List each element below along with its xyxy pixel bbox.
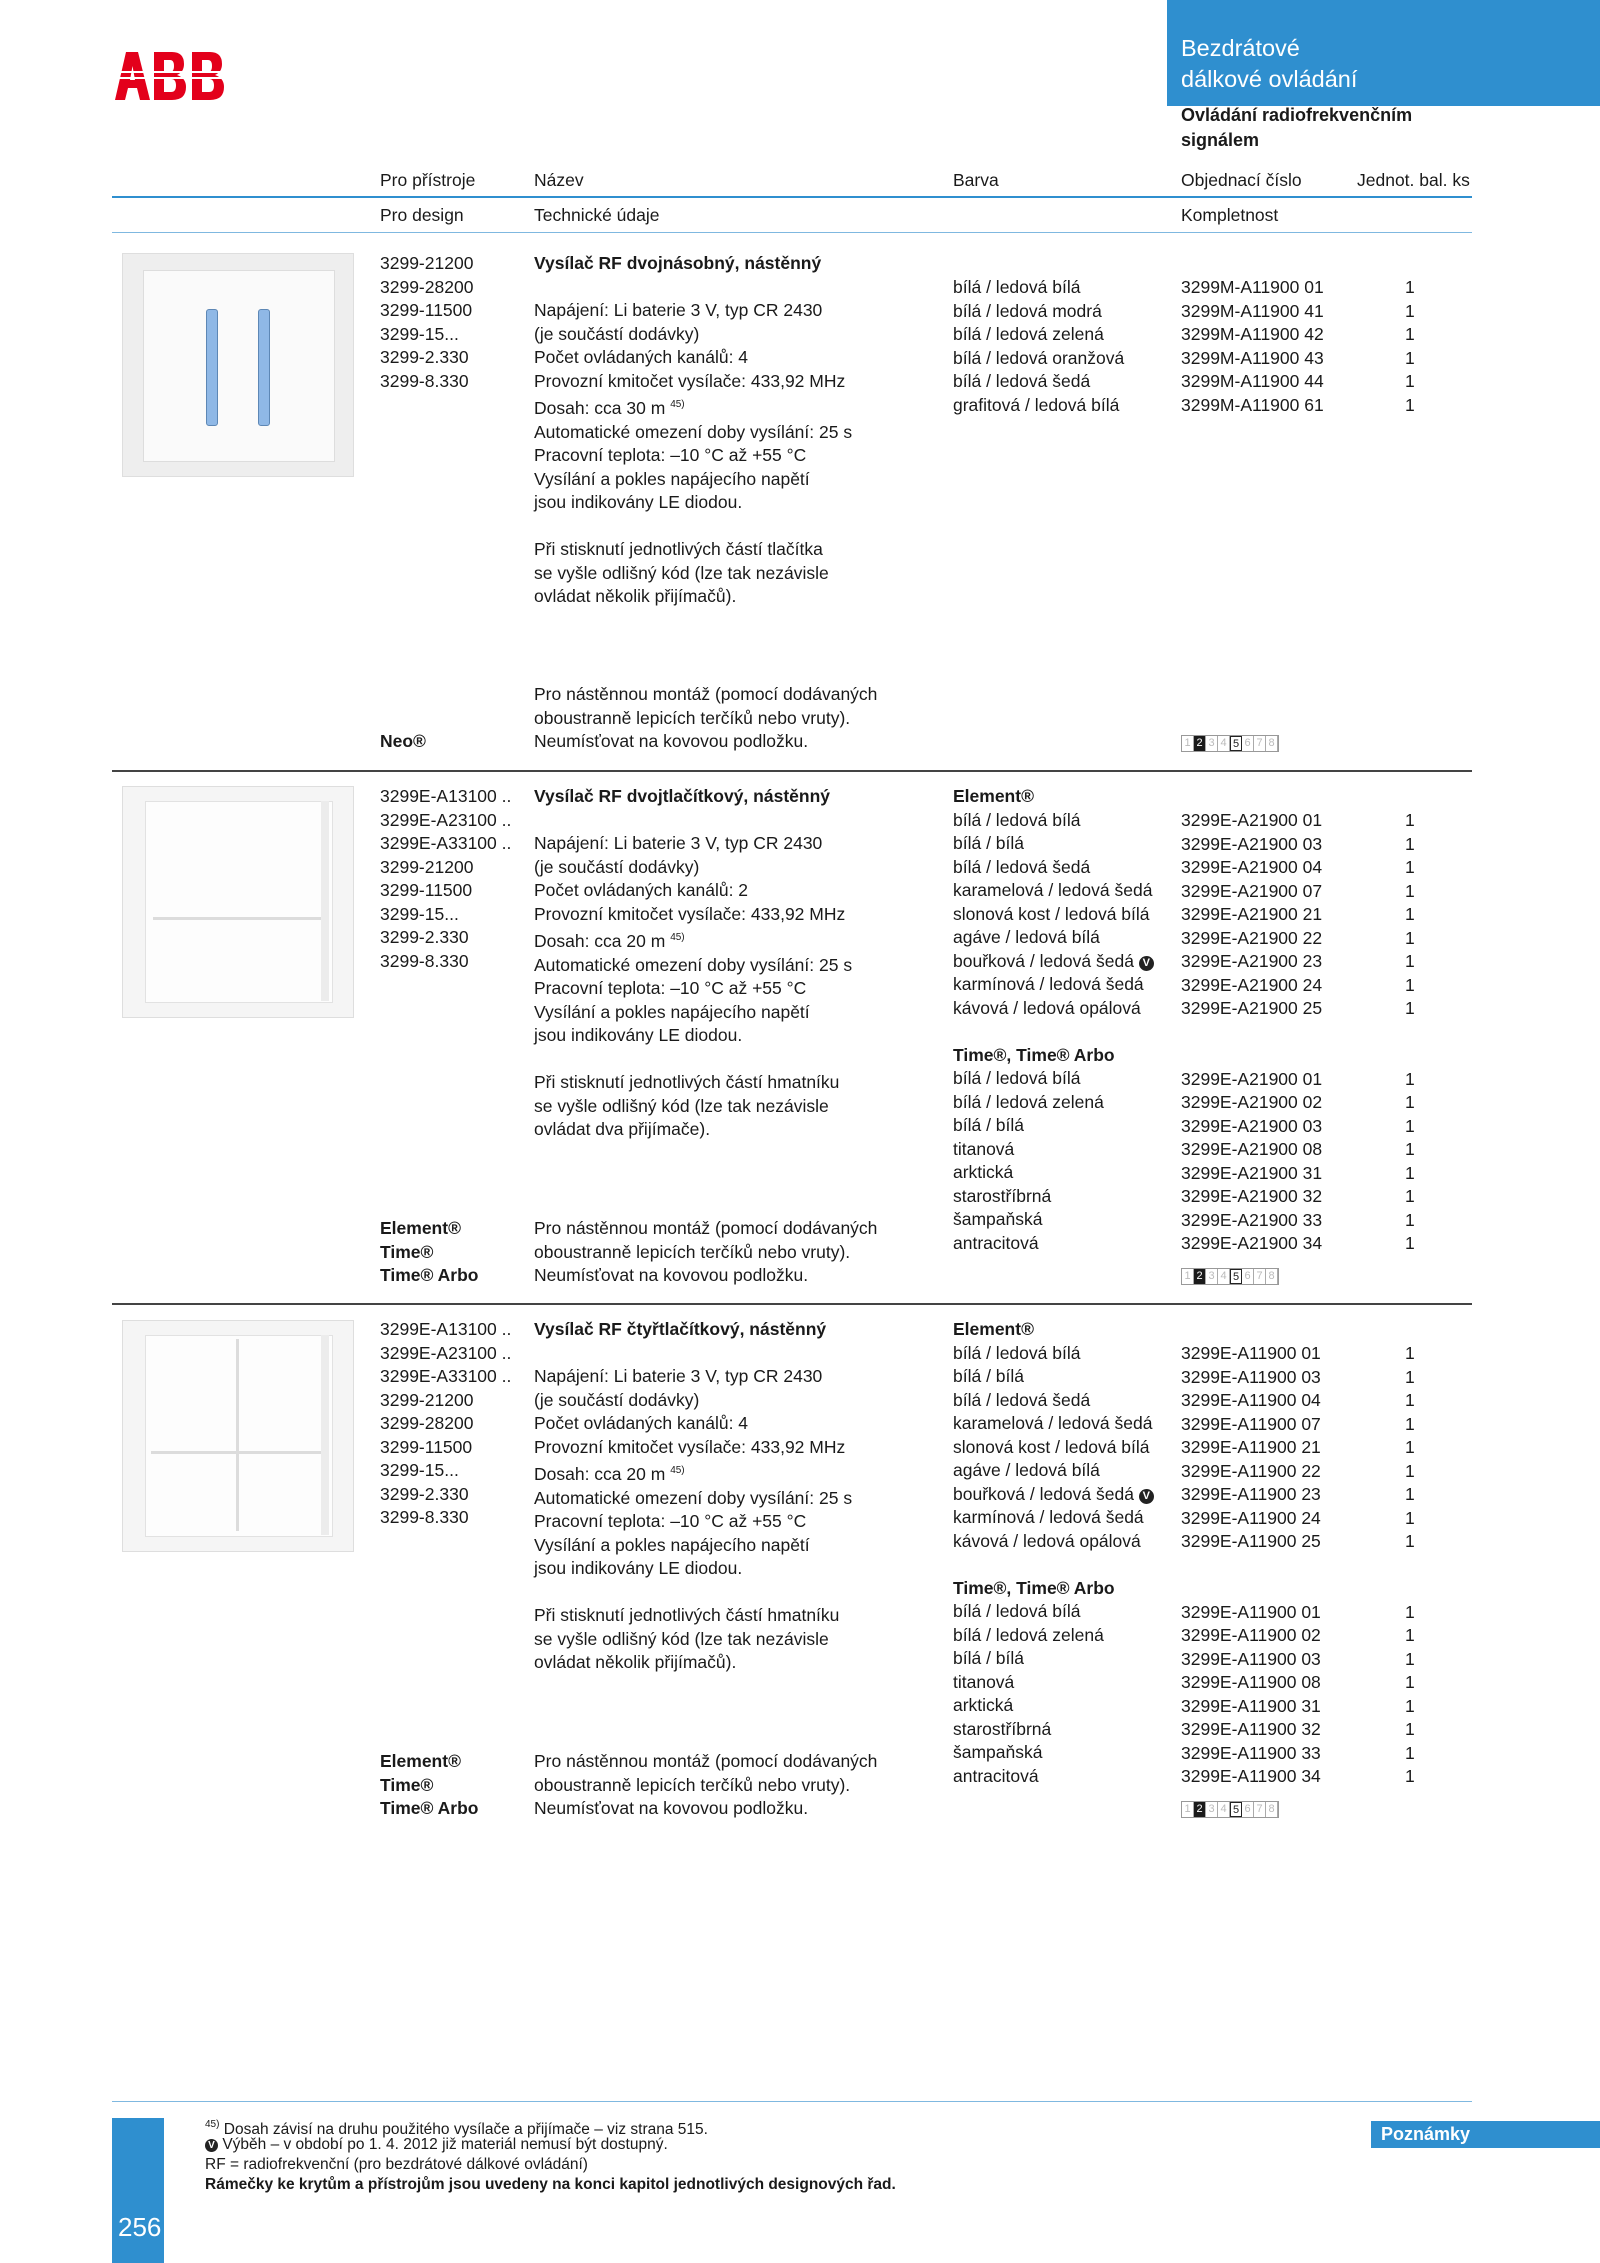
design-name: Time® Arbo <box>380 1265 479 1285</box>
spec-line: Automatické omezení doby vysílání: 25 s <box>534 954 853 975</box>
product-name: Vysílač RF dvojnásobný, nástěnný <box>534 253 822 273</box>
note-line: Při stisknutí jednotlivých částí tlačítka <box>534 539 823 559</box>
order-code: 3299E-A21900 01 <box>1181 1068 1323 1089</box>
color-option: bílá / bílá <box>953 1366 1025 1386</box>
spec-line: Pracovní teplota: –10 °C až +55 °C <box>534 1511 807 1531</box>
subheader-rule <box>112 232 1472 233</box>
color-option: karamelová / ledová šedá <box>953 1413 1153 1433</box>
completeness-bar: 1 2 3 4 5 6 7 8 <box>1181 1801 1279 1818</box>
color-option: bílá / ledová bílá <box>953 1601 1081 1621</box>
header-rule <box>112 196 1472 198</box>
device-code: 3299-8.330 <box>380 370 469 391</box>
color-option: agáve / ledová bílá <box>953 927 1100 947</box>
spec-line: Počet ovládaných kanálů: 4 <box>534 347 749 367</box>
spec-line: Automatické omezení doby vysílání: 25 s <box>534 421 853 442</box>
order-code: 3299E-A11900 03 <box>1181 1648 1321 1669</box>
spec-line: Vysílání a pokles napájecího napětí <box>534 1001 810 1022</box>
col-header-color: Barva <box>953 170 999 190</box>
note-line: ovládat dva přijímače). <box>534 1119 711 1139</box>
color-option: antracitová <box>953 1232 1039 1253</box>
order-code: 3299E-A21900 03 <box>1181 833 1323 854</box>
order-code: 3299E-A11900 34 <box>1181 1766 1321 1786</box>
spec-line: Automatické omezení doby vysílání: 25 s <box>534 1487 853 1508</box>
color-option: bílá / ledová bílá <box>953 1068 1081 1088</box>
color-option: karmínová / ledová šedá <box>953 1507 1144 1527</box>
color-group-title: Element® <box>953 1319 1034 1339</box>
color-option: arktická <box>953 1162 1014 1182</box>
block-divider <box>112 1303 1472 1305</box>
order-code: 3299E-A21900 03 <box>1181 1115 1323 1136</box>
color-option: bílá / ledová šedá <box>953 371 1091 391</box>
block3-codes <box>1181 1342 1321 1789</box>
order-code: 3299E-A21900 25 <box>1181 998 1323 1018</box>
block3-specs <box>534 1318 852 1675</box>
order-code: 3299E-A21900 22 <box>1181 927 1323 948</box>
block2-colors <box>953 785 1154 1255</box>
device-code: 3299E-A23100 .. <box>380 1342 512 1363</box>
footnote-frames: Rámečky ke krytům a přístrojům jsou uvedeny na konci kapitol jednotlivých designových řad. <box>205 2176 896 2193</box>
note-line: ovládat několik přijímačů). <box>534 586 737 606</box>
device-code: 3299-11500 <box>380 1436 473 1457</box>
spec-line: (je součástí dodávky) <box>534 856 700 877</box>
block2-codes <box>1181 809 1322 1256</box>
color-option: bílá / bílá <box>953 833 1025 853</box>
device-code: 3299-11500 <box>380 300 473 320</box>
order-code: 3299E-A21900 01 <box>1181 810 1323 830</box>
order-code: 3299M-A11900 61 <box>1181 394 1324 415</box>
pack-qty: 1 <box>1405 347 1415 368</box>
color-option: arktická <box>953 1695 1014 1715</box>
product-image-element-4button <box>122 1320 354 1552</box>
color-group-title: Element® <box>953 786 1034 806</box>
note-line: se vyšle odlišný kód (lze tak nezávisle <box>534 1095 829 1116</box>
color-group-title: Time®, Time® Arbo <box>953 1577 1115 1598</box>
order-code: 3299E-A21900 33 <box>1181 1209 1323 1230</box>
col-header-name: Název <box>534 170 584 190</box>
spec-line: Dosah: cca 20 m $^{45)}$ <box>534 931 685 951</box>
device-code: 3299-21200 <box>380 253 474 273</box>
order-code: 3299E-A11900 32 <box>1181 1719 1321 1739</box>
product-image-neo-double <box>122 253 354 477</box>
note-line: Pro nástěnnou montáž (pomocí dodávaných <box>534 1218 878 1238</box>
device-code: 3299-15... <box>380 903 459 924</box>
design-name: Time® <box>380 1774 434 1795</box>
order-code: 3299E-A11900 07 <box>1181 1413 1321 1434</box>
spec-line: jsou indikovány LE diodou. <box>534 1025 743 1045</box>
color-option: šampaňská <box>953 1209 1043 1229</box>
spec-line: Dosah: cca 20 m $^{45)}$ <box>534 1464 685 1484</box>
note-line: Pro nástěnnou montáž (pomocí dodávaných <box>534 684 878 704</box>
discontinued-icon: V <box>205 2139 218 2152</box>
notes-label: Poznámky <box>1371 2121 1600 2148</box>
block3-qty: 1 1 1 1 1 1 1 1 1 1 1 1 1 1 1 1 1 <box>1405 1343 1415 1786</box>
device-code: 3299-11500 <box>380 880 473 900</box>
col-header-order: Objednací číslo <box>1181 170 1302 190</box>
block2-specs <box>534 785 852 1142</box>
device-code: 3299-2.330 <box>380 1483 469 1504</box>
completeness-bar: 1 2 3 4 5 6 7 8 <box>1181 735 1279 752</box>
order-code: 3299E-A11900 33 <box>1181 1742 1321 1763</box>
note-line: Neumísťovat na kovovou podložku. <box>534 1798 809 1818</box>
color-option: šampaňská <box>953 1742 1043 1762</box>
spec-line: Vysílání a pokles napájecího napětí <box>534 1534 810 1555</box>
design-name: Time® <box>380 1241 434 1262</box>
footnote-rf: RF = radiofrekvenční (pro bezdrátové dálkové ovládání) <box>205 2156 588 2173</box>
pack-qty: 1 <box>1405 300 1415 321</box>
device-code: 3299-8.330 <box>380 1507 469 1527</box>
note-line: se vyšle odlišný kód (lze tak nezávisle <box>534 1628 829 1649</box>
block-divider <box>112 770 1472 772</box>
color-option: slonová kost / ledová bílá <box>953 903 1150 924</box>
block1-devices <box>380 252 473 393</box>
color-option: bílá / ledová zelená <box>953 1624 1104 1645</box>
device-code: 3299-28200 <box>380 1413 474 1433</box>
spec-line: jsou indikovány LE diodou. <box>534 1558 743 1578</box>
chapter-title-box <box>1167 0 1600 106</box>
color-option: bouřková / ledová šedá V <box>953 1483 1154 1507</box>
order-code: 3299E-A21900 04 <box>1181 857 1323 877</box>
col-header-specs: Technické údaje <box>534 205 660 225</box>
note-line: Při stisknutí jednotlivých částí hmatníku <box>534 1605 840 1625</box>
product-name: Vysílač RF dvojtlačítkový, nástěnný <box>534 786 830 806</box>
order-code: 3299E-A21900 31 <box>1181 1162 1323 1183</box>
device-code: 3299-28200 <box>380 276 474 297</box>
color-option: bílá / ledová zelená <box>953 324 1104 344</box>
order-code: 3299E-A11900 23 <box>1181 1484 1321 1504</box>
order-code: 3299E-A11900 08 <box>1181 1672 1321 1692</box>
design-name: Time® Arbo <box>380 1798 479 1818</box>
color-option: kávová / ledová opálová <box>953 997 1141 1018</box>
page-number: 256 <box>118 2212 162 2242</box>
page-number-bar <box>112 2118 164 2263</box>
order-code: 3299E-A11900 25 <box>1181 1531 1321 1551</box>
color-option: bouřková / ledová šedá V <box>953 950 1154 974</box>
discontinued-icon: V <box>1139 1489 1154 1504</box>
note-line: Při stisknutí jednotlivých částí hmatníku <box>534 1072 840 1092</box>
color-option: bílá / ledová bílá <box>953 809 1081 830</box>
device-code: 3299-15... <box>380 1460 459 1480</box>
color-option: titanová <box>953 1671 1015 1692</box>
device-code: 3299-2.330 <box>380 927 469 947</box>
color-option: bílá / bílá <box>953 1115 1025 1135</box>
spec-line: Provozní kmitočet vysílače: 433,92 MHz <box>534 370 846 391</box>
device-code: 3299-8.330 <box>380 950 469 971</box>
color-option: bílá / ledová zelená <box>953 1091 1104 1112</box>
discontinued-icon: V <box>1139 956 1154 971</box>
order-code: 3299E-A21900 34 <box>1181 1233 1323 1253</box>
order-code: 3299M-A11900 43 <box>1181 347 1324 368</box>
color-option: bílá / ledová oranžová <box>953 347 1125 368</box>
block3-colors <box>953 1318 1154 1788</box>
color-option: slonová kost / ledová bílá <box>953 1436 1150 1457</box>
spec-line: Provozní kmitočet vysílače: 433,92 MHz <box>534 1436 846 1457</box>
spec-line: Vysílání a pokles napájecího napětí <box>534 468 810 489</box>
order-code: 3299M-A11900 44 <box>1181 371 1324 391</box>
note-line: Neumísťovat na kovovou podložku. <box>534 1265 809 1285</box>
device-code: 3299-2.330 <box>380 347 469 367</box>
note-line: Pro nástěnnou montáž (pomocí dodávaných <box>534 1751 878 1771</box>
chapter-title-line1: Bezdrátové <box>1181 35 1300 61</box>
color-option: bílá / ledová modrá <box>953 300 1102 321</box>
color-option: kávová / ledová opálová <box>953 1530 1141 1551</box>
spec-line: Pracovní teplota: –10 °C až +55 °C <box>534 978 807 998</box>
color-option: karmínová / ledová šedá <box>953 974 1144 994</box>
color-option: agáve / ledová bílá <box>953 1460 1100 1480</box>
color-group-title: Time®, Time® Arbo <box>953 1044 1115 1065</box>
note-line: se vyšle odlišný kód (lze tak nezávisle <box>534 562 829 583</box>
spec-line: jsou indikovány LE diodou. <box>534 492 743 512</box>
color-option: starostříbrná <box>953 1718 1052 1739</box>
device-code: 3299-21200 <box>380 1389 474 1410</box>
color-option: bílá / ledová šedá <box>953 856 1091 877</box>
footer-rule <box>112 2101 1472 2102</box>
device-code: 3299E-A13100 .. <box>380 1319 512 1339</box>
order-code: 3299E-A11900 03 <box>1181 1366 1321 1387</box>
spec-line: Napájení: Li baterie 3 V, typ CR 2430 <box>534 1366 823 1386</box>
order-code: 3299E-A21900 24 <box>1181 974 1323 995</box>
footnote-range: $^{45)}$ Dosah závisí na druhu použitého vysílače a přijímače – viz strana 515. <box>205 2119 708 2138</box>
order-code: 3299E-A11900 31 <box>1181 1695 1321 1716</box>
order-code: 3299E-A21900 23 <box>1181 951 1323 971</box>
device-code: 3299-21200 <box>380 856 474 877</box>
col-header-devices: Pro přístroje <box>380 170 476 190</box>
device-code: 3299E-A13100 .. <box>380 786 512 806</box>
abb-logo <box>112 50 228 102</box>
col-header-qty: Jednot. bal. ks <box>1357 170 1470 190</box>
block1-specs <box>534 252 852 609</box>
order-code: 3299M-A11900 41 <box>1181 300 1324 321</box>
order-code: 3299E-A21900 21 <box>1181 904 1323 924</box>
footnote-discontinued: V Výběh – v období po 1. 4. 2012 již materiál nemusí být dostupný. <box>205 2135 668 2155</box>
pack-qty: 1 <box>1405 277 1415 297</box>
order-code: 3299E-A11900 24 <box>1181 1507 1321 1528</box>
design-name: Element® <box>380 1218 461 1238</box>
block3-mount-note <box>534 1750 877 1821</box>
product-name: Vysílač RF čtyřtlačítkový, nástěnný <box>534 1319 827 1339</box>
device-code: 3299-15... <box>380 323 459 344</box>
order-code: 3299M-A11900 42 <box>1181 324 1324 344</box>
chapter-subtitle: Ovládání radiofrekvenčním signálem <box>1181 105 1413 150</box>
color-option: bílá / ledová bílá <box>953 277 1081 297</box>
order-code: 3299E-A11900 04 <box>1181 1390 1321 1410</box>
block1-design: Neo® <box>380 731 426 751</box>
order-code: 3299E-A11900 01 <box>1181 1343 1321 1363</box>
order-code: 3299M-A11900 01 <box>1181 277 1324 297</box>
order-code: 3299E-A11900 22 <box>1181 1460 1321 1481</box>
order-code: 3299E-A21900 32 <box>1181 1186 1323 1206</box>
spec-line: Provozní kmitočet vysílače: 433,92 MHz <box>534 903 846 924</box>
block1-colors <box>953 276 1124 417</box>
color-option: karamelová / ledová šedá <box>953 880 1153 900</box>
color-option: titanová <box>953 1138 1015 1159</box>
col-header-design: Pro design <box>380 205 464 225</box>
note-line: oboustranně lepicích terčíků nebo vruty). <box>534 1774 851 1795</box>
spec-line: Pracovní teplota: –10 °C až +55 °C <box>534 445 807 465</box>
pack-qty: 1 <box>1405 394 1415 415</box>
spec-line: Počet ovládaných kanálů: 2 <box>534 880 749 900</box>
order-code: 3299E-A11900 02 <box>1181 1625 1321 1645</box>
block2-mount-note <box>534 1217 877 1288</box>
note-line: Neumísťovat na kovovou podložku. <box>534 731 809 751</box>
device-code: 3299E-A23100 .. <box>380 809 512 830</box>
spec-line: (je součástí dodávky) <box>534 323 700 344</box>
color-option: bílá / ledová šedá <box>953 1389 1091 1410</box>
pack-qty: 1 <box>1405 371 1415 391</box>
order-code: 3299E-A11900 21 <box>1181 1437 1321 1457</box>
pack-qty: 1 <box>1405 324 1415 344</box>
block3-devices <box>380 1318 511 1530</box>
order-code: 3299E-A11900 01 <box>1181 1601 1321 1622</box>
spec-line: Počet ovládaných kanálů: 4 <box>534 1413 749 1433</box>
order-code: 3299E-A21900 02 <box>1181 1092 1323 1112</box>
block2-devices <box>380 785 511 973</box>
device-code: 3299E-A33100 .. <box>380 1366 512 1386</box>
block1-qty <box>1405 276 1415 417</box>
order-code: 3299E-A21900 08 <box>1181 1139 1323 1159</box>
color-option: grafitová / ledová bílá <box>953 394 1120 415</box>
chapter-title-line2: dálkové ovládání <box>1181 66 1358 92</box>
block2-qty: 1 1 1 1 1 1 1 1 1 1 1 1 1 1 1 1 1 <box>1405 810 1415 1253</box>
block1-codes <box>1181 276 1324 417</box>
block1-mount-note <box>534 683 877 754</box>
spec-line: Dosah: cca 30 m $^{45)}$ <box>534 398 685 418</box>
spec-line: Napájení: Li baterie 3 V, typ CR 2430 <box>534 300 823 320</box>
design-name: Element® <box>380 1751 461 1771</box>
color-option: bílá / ledová bílá <box>953 1342 1081 1363</box>
block3-designs <box>380 1750 478 1821</box>
product-image-element-2button <box>122 786 354 1018</box>
note-line: oboustranně lepicích terčíků nebo vruty). <box>534 1241 851 1262</box>
col-header-completeness: Kompletnost <box>1181 205 1279 225</box>
spec-line: (je součástí dodávky) <box>534 1389 700 1410</box>
block2-designs <box>380 1217 478 1288</box>
note-line: ovládat několik přijímačů). <box>534 1652 737 1672</box>
color-option: bílá / bílá <box>953 1648 1025 1668</box>
device-code: 3299E-A33100 .. <box>380 833 512 853</box>
note-line: oboustranně lepicích terčíků nebo vruty). <box>534 707 851 728</box>
color-option: antracitová <box>953 1765 1039 1786</box>
completeness-bar: 1 2 3 4 5 6 7 8 <box>1181 1268 1279 1285</box>
color-option: starostříbrná <box>953 1185 1052 1206</box>
spec-line: Napájení: Li baterie 3 V, typ CR 2430 <box>534 833 823 853</box>
order-code: 3299E-A21900 07 <box>1181 880 1323 901</box>
